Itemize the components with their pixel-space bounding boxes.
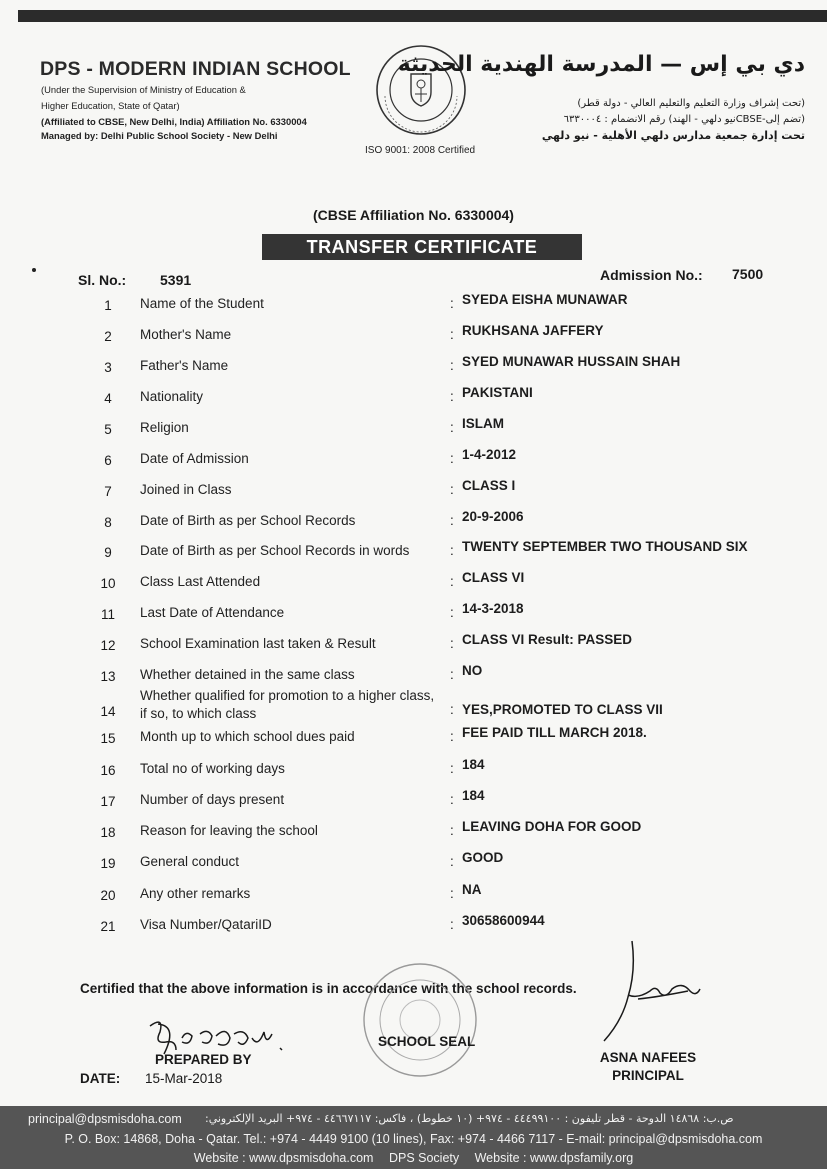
field-separator: :: [450, 886, 454, 901]
cbse-affiliation: (CBSE Affiliation No. 6330004): [313, 207, 514, 223]
field-separator: :: [450, 358, 454, 373]
field-value: 1-4-2012: [462, 447, 517, 462]
serial-number-label: Sl. No.:: [78, 272, 127, 288]
field-label: Nationality: [140, 389, 204, 404]
serial-number-value: 5391: [160, 272, 192, 288]
arabic-line-1: (تحت إشراف وزارة التعليم والتعليم العالي - دولة قطر): [577, 98, 805, 109]
field-value: FEE PAID TILL MARCH 2018.: [462, 725, 647, 740]
field-label: School Examination last taken & Result: [140, 636, 376, 651]
field-label: Date of Admission: [140, 451, 249, 466]
field-row: [0, 882, 827, 916]
field-value: CLASS I: [462, 478, 516, 493]
supervision-line-2: Higher Education, State of Qatar): [41, 100, 180, 111]
field-separator: :: [450, 761, 454, 776]
field-row: [0, 570, 827, 604]
field-row: [0, 757, 827, 791]
admission-number-value: 7500: [732, 266, 764, 282]
footer-websites: [0, 1151, 827, 1165]
field-row: [0, 354, 827, 388]
stray-mark: [32, 268, 36, 272]
field-separator: :: [450, 543, 454, 558]
field-label: Reason for leaving the school: [140, 823, 318, 838]
field-value: SYEDA EISHA MUNAWAR: [462, 292, 628, 307]
field-separator: :: [450, 513, 454, 528]
field-label: Religion: [140, 420, 189, 435]
field-row: [0, 850, 827, 884]
field-label: Any other remarks: [140, 886, 251, 901]
field-label: Month up to which school dues paid: [140, 729, 355, 744]
prepared-by-label: PREPARED BY: [155, 1052, 252, 1067]
field-label: Whether qualified for promotion to a higher class,: [140, 688, 435, 703]
field-number: 18: [100, 825, 116, 840]
footer: [0, 1106, 827, 1169]
field-number: 7: [104, 484, 112, 499]
field-value: 20-9-2006: [462, 509, 524, 524]
affiliation-line: (Affiliated to CBSE, New Delhi, India) Affiliation No. 6330004: [41, 116, 307, 127]
field-value: PAKISTANI: [462, 385, 533, 400]
field-label: Date of Birth as per School Records in words: [140, 543, 410, 558]
school-seal-stamp: [360, 960, 480, 1080]
field-row: [0, 632, 827, 666]
footer-website-school: Website : www.dpsmisdoha.com: [193, 1151, 374, 1165]
field-row: [0, 447, 827, 481]
school-seal-label: SCHOOL SEAL: [378, 1034, 476, 1049]
field-row: [0, 725, 827, 759]
field-number: 17: [100, 794, 116, 809]
field-value: 184: [462, 788, 485, 803]
field-row: [0, 292, 827, 326]
field-number: 14: [100, 704, 116, 719]
field-separator: :: [450, 451, 454, 466]
field-label: Visa Number/QatariID: [140, 917, 272, 932]
field-row: [0, 601, 827, 635]
field-value: 14-3-2018: [462, 601, 524, 616]
field-value: SYED MUNAWAR HUSSAIN SHAH: [462, 354, 681, 369]
field-number: 16: [100, 763, 116, 778]
field-separator: :: [450, 854, 454, 869]
field-label: Whether detained in the same class: [140, 667, 355, 682]
field-separator: :: [450, 702, 454, 717]
field-label: Total no of working days: [140, 761, 285, 776]
field-value: NA: [462, 882, 482, 897]
field-value: LEAVING DOHA FOR GOOD: [462, 819, 642, 834]
field-value: CLASS VI Result: PASSED: [462, 632, 633, 647]
field-number: 8: [104, 515, 112, 530]
field-separator: :: [450, 574, 454, 589]
date-value: 15-Mar-2018: [145, 1071, 223, 1086]
field-separator: :: [450, 389, 454, 404]
field-value: RUKHSANA JAFFERY: [462, 323, 604, 338]
arabic-line-3: تحت إدارة جمعية مدارس دلهي الأهلية - نيو دلهي: [541, 129, 805, 142]
top-bar: [18, 10, 827, 22]
field-value: ISLAM: [462, 416, 504, 431]
field-separator: :: [450, 482, 454, 497]
field-value: 30658600944: [462, 913, 545, 928]
field-separator: :: [450, 667, 454, 682]
field-separator: :: [450, 729, 454, 744]
field-row: [0, 688, 827, 724]
field-separator: :: [450, 605, 454, 620]
field-number: 12: [100, 638, 116, 653]
field-value: GOOD: [462, 850, 504, 865]
field-separator: :: [450, 792, 454, 807]
field-number: 9: [104, 545, 112, 560]
field-number: 3: [104, 360, 112, 375]
field-label: Last Date of Attendance: [140, 605, 285, 620]
iso-certification: ISO 9001: 2008 Certified: [365, 145, 476, 156]
field-label: General conduct: [140, 854, 240, 869]
field-label: Number of days present: [140, 792, 285, 807]
field-row: [0, 539, 827, 573]
field-separator: :: [450, 420, 454, 435]
field-number: 2: [104, 329, 112, 344]
field-number: 11: [100, 607, 115, 622]
footer-address: P. O. Box: 14868, Doha - Qatar. Tel.: +974 - 4449 9100 (10 lines), Fax: +974 - 4466 7117 - E-mail: principal@dpsmisdoha.com: [64, 1132, 763, 1146]
field-value: NO: [462, 663, 483, 678]
field-number: 4: [104, 391, 112, 406]
field-label: Mother's Name: [140, 327, 232, 342]
field-label: Name of the Student: [140, 296, 264, 311]
footer-website-family: Website : www.dpsfamily.org: [474, 1151, 634, 1165]
field-row: [0, 323, 827, 357]
field-number: 15: [100, 731, 116, 746]
date-label: DATE:: [80, 1071, 121, 1086]
school-name-arabic: دي بي إس — المدرسة الهندية الحديثة: [397, 52, 805, 77]
field-number: 10: [100, 576, 116, 591]
footer-email: principal@dpsmisdoha.com: [28, 1112, 182, 1126]
field-label: Joined in Class: [140, 482, 232, 497]
field-row: [0, 819, 827, 853]
supervision-line-1: (Under the Supervision of Ministry of Education &: [41, 84, 246, 95]
field-separator: :: [450, 296, 454, 311]
arabic-line-2: (تضم إلى-CBSEنيو دلهي - الهند) رقم الانضمام : ٦٣٣٠٠٠٤: [563, 114, 805, 125]
field-number: 20: [100, 888, 116, 903]
field-separator: :: [450, 917, 454, 932]
document-title: TRANSFER CERTIFICATE: [262, 234, 582, 260]
field-number: 13: [100, 669, 116, 684]
footer-arabic-contact: ص.ب: ١٤٨٦٨ الدوحة - قطر تليفون : ٤٤٤٩٩١٠٠ - ٩٧٤+ (١٠ خطوط) ، فاكس: ٤٤٦٦٧١١٧ - ٩٧٤+ البريد الإلكتروني:: [205, 1112, 734, 1125]
principal-name: ASNA NAFEES: [599, 1050, 697, 1065]
field-number: 6: [104, 453, 112, 468]
field-number: 21: [100, 919, 116, 934]
field-value: CLASS VI: [462, 570, 525, 585]
field-value: YES,PROMOTED TO CLASS VII: [462, 702, 663, 717]
field-label-continued: if so, to which class: [140, 706, 257, 721]
field-row: [0, 416, 827, 450]
principal-signature: [598, 935, 708, 1055]
field-separator: :: [450, 327, 454, 342]
admission-number-label: Admission No.:: [600, 267, 703, 283]
footer-society: DPS Society: [388, 1151, 460, 1165]
field-label: Date of Birth as per School Records: [140, 513, 356, 528]
field-number: 5: [104, 422, 112, 437]
certification-statement: Certified that the above information is in accordance with the school records.: [80, 981, 577, 996]
field-row: [0, 478, 827, 512]
field-number: 1: [104, 298, 112, 313]
field-separator: :: [450, 823, 454, 838]
managed-by-line: Managed by: Delhi Public School Society - New Delhi: [41, 130, 278, 141]
field-row: [0, 385, 827, 419]
school-name-english: DPS - MODERN INDIAN SCHOOL: [40, 58, 351, 80]
field-label: Class Last Attended: [140, 574, 261, 589]
field-number: 19: [100, 856, 116, 871]
field-value: TWENTY SEPTEMBER TWO THOUSAND SIX: [462, 539, 748, 554]
field-label: Father's Name: [140, 358, 229, 373]
principal-title: PRINCIPAL: [612, 1068, 684, 1083]
field-row: [0, 788, 827, 822]
field-separator: :: [450, 636, 454, 651]
field-value: 184: [462, 757, 485, 772]
